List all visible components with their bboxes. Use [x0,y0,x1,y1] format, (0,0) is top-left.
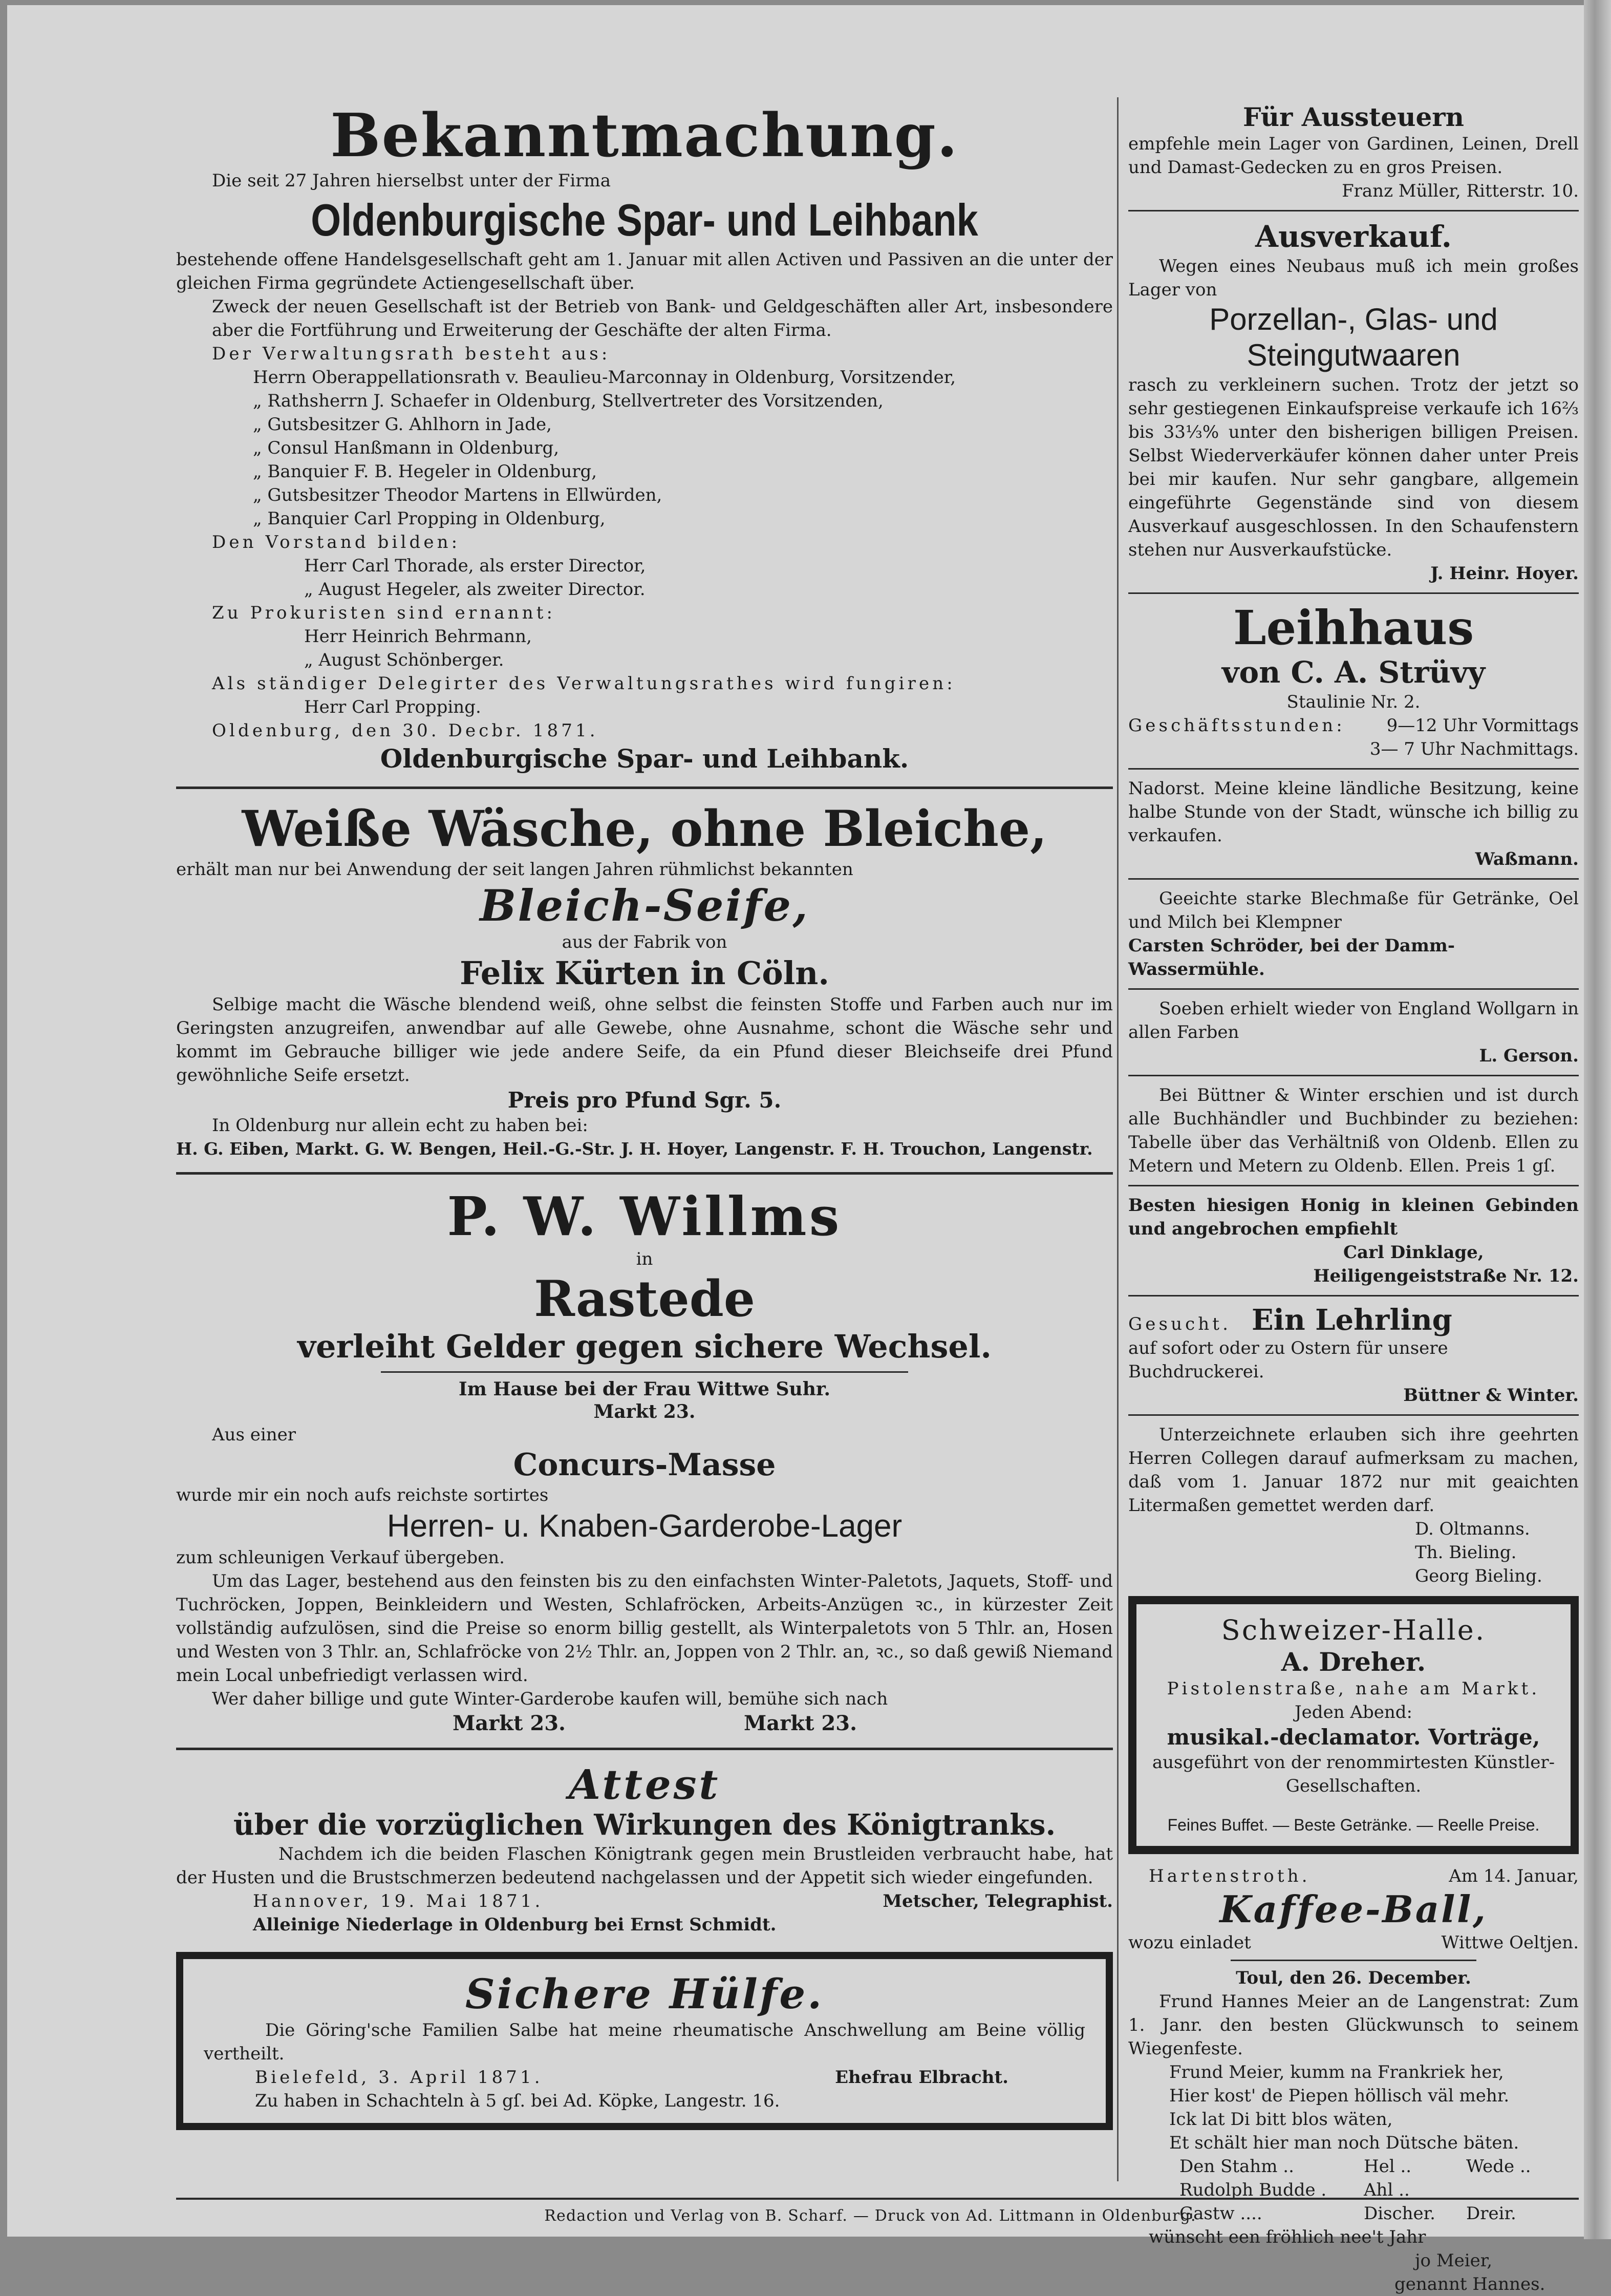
list-item: „ August Schönberger. [304,650,504,670]
lehrling-label: Gesucht. [1128,1314,1231,1334]
right-column [1128,102,1579,2296]
concurs-line-1: wurde mir ein noch aufs reichste sortirtes [176,1485,549,1505]
aussteuern-title: Für Aussteuern [1243,102,1464,132]
honig-signer-2: Heiligengeiststraße Nr. 12. [1313,1266,1579,1286]
imprint-footer: Redaction und Verlag von B. Scharf. — Druck von Ad. Littmann in Oldenburg. [544,2207,1196,2225]
toul-sign-1: jo Meier, [1415,2250,1493,2271]
list-item: „ Banquier Carl Propping in Oldenburg, [253,508,606,529]
lehrling-title: Ein Lehrling [1252,1303,1452,1337]
nadorst-text: Nadorst. Meine kleine ländliche Besitzung, keine halbe Stunde von der Stadt, wünsche ich billig zu verkaufen. [1128,778,1579,846]
nadorst-ad [1128,777,1579,871]
concurs-ad [176,1378,1113,1736]
kaffee-invite: wozu einladet [1128,1932,1251,1953]
bekanntmachung-ad [176,102,1113,775]
hours-2: 3— 7 Uhr Nachmittags. [1369,739,1579,759]
willms-in: in [636,1249,653,1269]
divider [1128,1075,1579,1076]
waesche-from: aus der Fabrik von [562,932,727,952]
delegirter-line: Als ständiger Delegirter des Verwaltungsrathes wird fungiren: [212,673,956,694]
willms-ad [176,1186,1113,1366]
leihhaus-address: Staulinie Nr. 2. [1286,692,1421,712]
divider [176,786,1113,789]
list-item: Georg Bieling. [1415,1566,1542,1586]
kaffee-ball-ad [1128,1864,1579,1954]
name-cell: Wede .. [1466,2156,1531,2177]
schweizer-halle-box [1128,1596,1579,1854]
list-item: Herr Heinrich Behrmann, [304,626,532,647]
ausverkauf-ad [1128,219,1579,585]
kaffee-invite-row [1128,1931,1579,1954]
list-item: „ Gutsbesitzer Theodor Martens in Ellwürden, [253,485,662,505]
name-cell: Gastw .... [1179,2203,1262,2224]
concurs-title: Concurs-Masse [513,1447,776,1483]
product-name: Bleich-Seife, [480,880,809,931]
toul-head: Toul, den 26. December. [1236,1968,1471,1988]
ausverkauf-intro: Wegen eines Neubaus muß ich mein großes Lager von [1128,256,1579,300]
concurs-line-2: zum schleunigen Verkauf übergeben. [176,1547,505,1568]
willms-name: P. W. Willms [447,1185,842,1248]
huelfe-place: Bielefeld, 3. April 1871. [255,2067,543,2088]
column-rule [1117,97,1119,2181]
bekanntmachung-paragraph-1: bestehende offene Handelsgesellschaft geht am 1. Januar mit allen Activen und Passiven an die unter der gleichen Firma gegründete Actiengesellschaft über. [176,249,1113,293]
divider [1231,1960,1476,1961]
lehrling-signer: Büttner & Winter. [1403,1385,1579,1406]
schweizer-title: Schweizer-Halle. [1221,1614,1486,1646]
leihhaus-ad [1128,601,1579,761]
waesche-intro: erhält man nur bei Anwendung der seit langen Jahren rühmlichst bekannten [176,859,853,880]
kaffee-title: Kaffee-Ball, [1219,1887,1488,1931]
attest-sign-row [176,1889,1113,1913]
lehrling-text: auf sofort oder zu Ostern für unsere Buchdruckerei. [1128,1338,1448,1382]
divider [381,1371,908,1373]
left-column [176,102,1113,2135]
huelfe-signer: Ehefrau Elbracht. [835,2067,1008,2088]
attest-place: Hannover, 19. Mai 1871. [253,1891,544,1911]
hours-1: 9—12 Uhr Vormittags [1386,715,1579,736]
name-cell: Ahl .. [1364,2180,1410,2200]
list-item: „ August Hegeler, als zweiter Director. [304,579,646,600]
huelfe-where: Zu haben in Schachteln à 5 gſ. bei Ad. Köpke, Langestr. 16. [255,2091,780,2111]
litermass-text: Unterzeichnete erlauben sich ihre geehrten Herren Collegen darauf aufmerksam zu machen, daß vom 1. Januar 1872 nur mit geaichten Litermaßen gemettet werden darf. [1128,1425,1579,1516]
kaffee-date: Am 14. Januar, [1449,1866,1579,1886]
willms-place: Rastede [534,1270,755,1328]
divider [1128,210,1579,211]
waesche-where: In Oldenburg nur allein echt zu haben bei: [212,1115,588,1136]
bank-name: Oldenburgische Spar- und Leihbank [311,195,978,245]
verwaltungsrath-heading: Der Verwaltungsrath besteht aus: [212,344,611,364]
lehrling-head [1128,1304,1579,1336]
concurs-body-2: Wer daher billige und gute Winter-Garderobe kaufen will, bemühe sich nach [212,1689,888,1709]
blech-text: Geeichte starke Blechmaße für Getränke, Oel und Milch bei Klempner [1128,888,1579,932]
blech-ad [1128,887,1579,981]
list-item: „ Rathsherrn J. Schaefer in Oldenburg, Stellvertreter des Vorsitzenden, [253,391,884,411]
divider [1128,768,1579,770]
attest-depot: Alleinige Niederlage in Oldenburg bei Ernst Schmidt. [253,1915,777,1935]
prokuristen-list [176,625,1113,672]
list-item: D. Oltmanns. [1415,1519,1530,1539]
aussteuern-body: empfehle mein Lager von Gardinen, Leinen, Drell und Damast-Gedecken zu en gros Preisen. [1128,134,1579,178]
list-item: „ Gutsbesitzer G. Ahlhorn in Jade, [253,414,552,435]
honig-text: Besten hiesigen Honig in kleinen Gebinden und angebrochen empfiehlt [1128,1195,1579,1239]
litermass-signers [1128,1517,1579,1588]
ausverkauf-title: Ausverkauf. [1255,219,1452,254]
name-cell: Hel .. [1364,2156,1412,2177]
markt-b: Markt 23. [744,1711,857,1735]
divider [1128,878,1579,880]
willms-line: verleiht Gelder gegen sichere Wechsel. [297,1328,992,1365]
divider [1128,592,1579,594]
names-row [1179,2155,1579,2178]
price-line: Preis pro Pfund Sgr. 5. [507,1088,782,1113]
verwaltungsrath-list [176,366,1113,530]
huelfe-body: Die Göring'sche Familien Salbe hat meine rheumatische Anschwellung am Beine völlig vertheilt. [204,2020,1085,2064]
nadorst-signer: Waßmann. [1475,849,1579,869]
concurs-aus: Aus einer [212,1425,296,1445]
vorstand-list [176,554,1113,601]
litermass-ad [1128,1423,1579,1588]
toul-verse [1128,2060,1579,2155]
tabelle-ad [1128,1083,1579,1178]
ausverkauf-goods: Porzellan-, Glas- und Steingutwaaren [1209,302,1498,372]
bekanntmachung-signature: Oldenburgische Spar- und Leihbank. [380,743,909,774]
list-item: „ Consul Hanßmann in Oldenburg, [253,438,560,458]
concurs-body: Um das Lager, bestehend aus den feinsten bis zu den einfachsten Winter-Paletots, Jaquets, Stoff- und Tuchröcken, Joppen, Beinkleidern und Westen, Schlafröcken, Arbeits-Anzügen ꝛc., in kürzester Zeit vollständig aufzulösen, sind die Preise so enorm billig gestellt, als Winterpaletots von 5 Thlr. an, Hosen und Westen von 3 Thlr. an, Schlafröcke von 2½ Thlr. an, Joppen von 2 Thlr. an, ꝛc., so daß gewiß Niemand mein Local unbefriedigt verlassen wird. [176,1571,1113,1686]
attest-signer: Metscher, Telegraphist. [883,1891,1113,1911]
name-cell: Rudolph Budde . [1179,2180,1327,2200]
huelfe-sign-row [204,2066,1085,2089]
wolle-signer: L. Gerson. [1479,1046,1579,1066]
toul-text: Frund Hannes Meier an de Langenstrat: Zum 1. Janr. den besten Glückwunsch to seinem Wiegenfeste. [1128,1991,1579,2059]
page-edge [1584,0,1611,2239]
divider [1128,1185,1579,1186]
list-item: Th. Bieling. [1415,1542,1517,1563]
schweizer-address: Pistolenstraße, nahe am Markt. [1167,1678,1540,1699]
huelfe-title: Sichere Hülfe. [465,1970,824,2018]
name-cell: Dreir. [1466,2203,1516,2224]
schweizer-by: ausgeführt von der renommirtesten Künstler-Gesellschaften. [1152,1752,1555,1796]
bekanntmachung-title: Bekanntmachung. [330,101,959,171]
divider [176,1172,1113,1175]
divider [1128,1295,1579,1296]
newspaper-page [7,5,1584,2294]
kaffee-place: Hartenstroth. [1149,1866,1311,1886]
schweizer-footer: Feines Buffet. — Beste Getränke. — Reelle Preise. [1167,1816,1540,1834]
honig-ad [1128,1194,1579,1288]
leihhaus-owner: von C. A. Strüvy [1221,655,1486,690]
aussteuern-signer: Franz Müller, Ritterstr. 10. [1342,181,1579,201]
dealers-line: H. G. Eiben, Markt. G. W. Bengen, Heil.-G.-Str. J. H. Hoyer, Langenstr. F. H. Trouchon, Langenstr. [176,1139,1093,1159]
ausverkauf-signer: J. Heinr. Hoyer. [1430,563,1579,584]
concurs-address: Im Hause bei der Frau Wittwe Suhr. [458,1378,831,1400]
tabelle-text: Bei Büttner & Winter erschien und ist durch alle Buchhändler und Buchbinder zu beziehen: Tabelle über das Verhältniß von Oldenb. Ellen zu Metern und Metern zu Oldenb. Ellen. Preis 1 gſ. [1128,1085,1579,1176]
aussteuern-ad [1128,102,1579,203]
verse-line: Et schält hier man noch Dütsche bäten. [1169,2133,1519,2153]
kaffee-signer: Wittwe Oeltjen. [1441,1932,1579,1953]
verse-line: Hier kost' de Piepen höllisch väl mehr. [1169,2086,1510,2106]
delegirter-name: Herr Carl Propping. [304,697,481,717]
toul-closing: wünscht een fröhlich nee't Jahr [1149,2227,1426,2247]
bleich-seife-ad [176,800,1113,1161]
list-item: Herr Carl Thorade, als erster Director, [304,556,646,576]
attest-body: Nachdem ich die beiden Flaschen Königtrank gegen mein Brustleiden verbraucht habe, hat der Husten und die Brustschmerzen bedeutend nachgelassen und der Appetit sich wieder eingefunden. [176,1844,1113,1888]
toul-greeting [1128,1966,1579,2296]
divider [1128,988,1579,990]
prokuristen-heading: Zu Prokuristen sind ernannt: [212,603,556,623]
concurs-markt: Markt 23. [593,1401,696,1422]
bottom-rule [176,2198,1579,2200]
ausverkauf-body: rasch zu verkleinern suchen. Trotz der jetzt so sehr gestiegenen Einkaufspreise verkaufe ich 16⅔ bis 33⅓% unter den bisherigen billigen Preisen. Selbst Wiederverkäufer können daher unter Preis bei mir kaufen. Nur sehr gangbare, allgemein eingeführte Gegenstände sind von diesem Ausverkauf ausgeschlossen. In den Schaufenstern stehen nur Ausverkaufstücke. [1128,375,1579,560]
list-item: Herrn Oberappellationsrath v. Beaulieu-Marconnay in Oldenburg, Vorsitzender, [253,367,956,388]
attest-subtitle: über die vorzüglichen Wirkungen des Königtranks. [233,1808,1056,1842]
divider [1128,1414,1579,1416]
bekanntmachung-paragraph-2: Zweck der neuen Gesellschaft ist der Betrieb von Bank- und Geldgeschäften aller Art, insbesondere aber die Fortführung und Erweiterung der Geschäfte der alten Firma. [212,296,1113,341]
schweizer-program: musikal.-declamator. Vorträge, [1167,1725,1540,1750]
concurs-lager: Herren- u. Knaben-Garderobe-Lager [386,1508,903,1544]
verse-line: Frund Meier, kumm na Frankriek her, [1169,2062,1504,2082]
waesche-body: Selbige macht die Wäsche blendend weiß, ohne selbst die feinsten Stoffe und Farben auch nur im Geringsten anzugreifen, anwendbar auf alle Gewebe, ohne Ausnahme, schont die Wäsche sehr und kommt im Gebrauche billiger wie jede andere Seife, da ein Pfund dieser Bleichseife drei Pfund gewöhnliche Seife ersetzt. [176,994,1113,1086]
schweizer-evening: Jeden Abend: [1295,1702,1412,1723]
hours-row [1128,714,1579,737]
honig-signer-1: Carl Dinklage, [1343,1242,1484,1263]
leihhaus-title: Leihhaus [1233,600,1474,655]
wolle-ad [1128,997,1579,1068]
name-cell: Den Stahm .. [1179,2156,1294,2177]
lehrling-ad [1128,1304,1579,1407]
kaffee-head [1128,1864,1579,1888]
name-cell: Discher. [1364,2203,1435,2224]
toul-sign-2: genannt Hannes. [1394,2274,1545,2294]
waesche-title: Weiße Wäsche, ohne Bleiche, [242,800,1047,858]
blech-signer: Carsten Schröder, bei der Damm-Wassermühle. [1128,936,1455,980]
concurs-markt-row [176,1711,1113,1736]
attest-ad [176,1761,1113,1937]
huelfe-box [176,1952,1113,2130]
hours-label: Geschäftsstunden: [1128,715,1345,736]
attest-title: Attest [568,1760,721,1809]
divider [176,1748,1113,1750]
markt-a: Markt 23. [453,1711,566,1735]
bekanntmachung-date: Oldenburg, den 30. Decbr. 1871. [212,720,598,741]
vorstand-heading: Den Vorstand bilden: [212,532,461,552]
wolle-text: Soeben erhielt wieder von England Wollgarn in allen Farben [1128,998,1579,1043]
verse-line: Ick lat Di bitt blos wäten, [1169,2109,1393,2130]
bekanntmachung-intro: Die seit 27 Jahren hierselbst unter der Firma [212,171,611,191]
schweizer-owner: A. Dreher. [1281,1647,1426,1677]
list-item: „ Banquier F. B. Hegeler in Oldenburg, [253,461,597,482]
maker-name: Felix Kürten in Cöln. [460,954,829,992]
